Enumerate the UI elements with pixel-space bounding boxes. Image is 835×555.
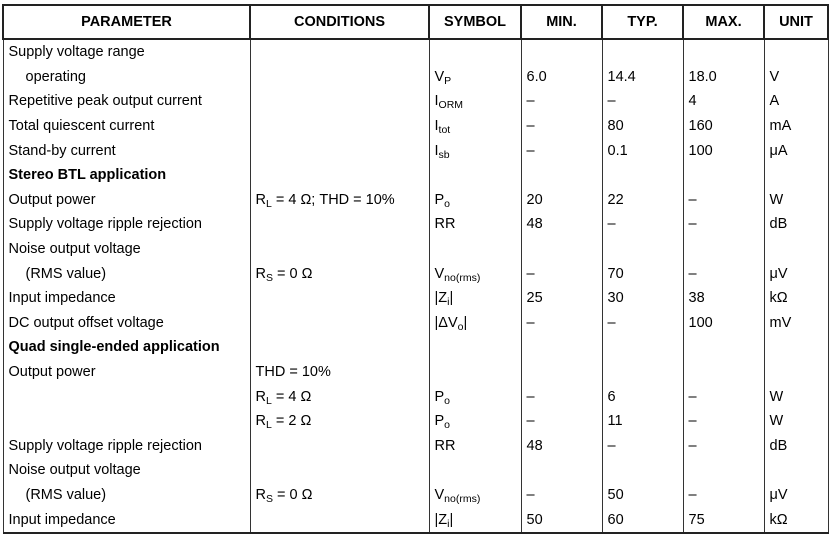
cell-min: –: [521, 138, 602, 163]
cell-unit: mA: [764, 114, 828, 139]
symbol-text: P: [434, 413, 445, 430]
cell-typ: –: [602, 434, 683, 459]
cell-parameter: Supply voltage ripple rejection: [3, 212, 250, 237]
table-row: [3, 138, 828, 163]
cell-conditions: [250, 114, 429, 139]
cell-min: –: [521, 483, 602, 508]
cell-min: [521, 458, 602, 483]
cell-conditions: [250, 286, 429, 311]
cell-max: –: [683, 384, 764, 409]
cell-max: 100: [683, 311, 764, 336]
conditions-subscript: L: [265, 197, 272, 210]
cell-typ: 11: [602, 409, 683, 434]
table-row: [3, 507, 828, 533]
cell-parameter: Noise output voltage: [3, 237, 250, 262]
symbol-subscript: o: [444, 197, 451, 210]
cell-symbol: [429, 39, 521, 65]
symbol-text: |Z: [434, 511, 448, 528]
cell-max: 75: [683, 507, 764, 533]
cell-min: [521, 39, 602, 65]
cell-typ: 6: [602, 384, 683, 409]
cell-parameter: Input impedance: [3, 286, 250, 311]
symbol-text: P: [434, 388, 445, 405]
cell-symbol: [429, 163, 521, 188]
cell-unit: μV: [764, 261, 828, 286]
table-row: [3, 360, 828, 385]
cell-unit: W: [764, 188, 828, 213]
conditions-text: R: [255, 191, 266, 208]
cell-typ: –: [602, 89, 683, 114]
cell-min: –: [521, 89, 602, 114]
conditions-rest: = 0 Ω: [273, 486, 313, 503]
symbol-text: RR: [434, 216, 456, 233]
cell-typ: 60: [602, 507, 683, 533]
cell-min: [521, 237, 602, 262]
table-row: [3, 434, 828, 459]
symbol-subscript: no(rms): [444, 271, 481, 284]
cell-symbol: [429, 311, 521, 336]
cell-unit: V: [764, 65, 828, 90]
cell-min: [521, 360, 602, 385]
table-row: [3, 458, 828, 483]
symbol-subscript: P: [444, 74, 452, 87]
symbol-text: |Z: [434, 290, 448, 307]
cell-symbol: [429, 138, 521, 163]
conditions-text: R: [255, 265, 266, 282]
symbol-subscript: o: [457, 320, 464, 333]
cell-typ: 30: [602, 286, 683, 311]
cell-symbol: [429, 212, 521, 237]
cell-parameter: DC output offset voltage: [3, 311, 250, 336]
table-row: [3, 409, 828, 434]
cell-conditions: [250, 65, 429, 90]
symbol-suffix: |: [449, 511, 454, 528]
cell-unit: μA: [764, 138, 828, 163]
header-min: MIN.: [521, 5, 602, 39]
symbol-text: |ΔV: [434, 314, 458, 331]
cell-max: [683, 163, 764, 188]
cell-max: 100: [683, 138, 764, 163]
header-max: MAX.: [683, 5, 764, 39]
symbol-subscript: o: [444, 419, 451, 432]
cell-conditions: [250, 39, 429, 65]
table-row: [3, 212, 828, 237]
cell-min: 6.0: [521, 65, 602, 90]
cell-max: [683, 335, 764, 360]
cell-min: –: [521, 409, 602, 434]
cell-symbol: [429, 483, 521, 508]
cell-symbol: [429, 261, 521, 286]
symbol-text: V: [434, 68, 445, 85]
cell-conditions: [250, 212, 429, 237]
cell-symbol: [429, 89, 521, 114]
cell-max: –: [683, 409, 764, 434]
symbol-subscript: tot: [438, 124, 451, 137]
cell-symbol: [429, 360, 521, 385]
conditions-subscript: S: [265, 271, 273, 284]
header-conditions: CONDITIONS: [250, 5, 429, 39]
cell-unit: μV: [764, 483, 828, 508]
cell-conditions: [250, 311, 429, 336]
cell-symbol: [429, 286, 521, 311]
cell-typ: [602, 335, 683, 360]
cell-symbol: [429, 335, 521, 360]
table-row: [3, 483, 828, 508]
cell-symbol: [429, 409, 521, 434]
conditions-rest: = 4 Ω: [271, 388, 312, 405]
cell-unit: kΩ: [764, 286, 828, 311]
cell-min: 48: [521, 212, 602, 237]
cell-symbol: [429, 434, 521, 459]
cell-typ: 22: [602, 188, 683, 213]
cell-parameter: Total quiescent current: [3, 114, 250, 139]
symbol-text: I: [434, 93, 439, 110]
cell-unit: W: [764, 384, 828, 409]
cell-unit: [764, 458, 828, 483]
conditions-text: R: [255, 388, 266, 405]
header-row: [3, 5, 828, 39]
cell-conditions: [250, 409, 429, 434]
cell-typ: 14.4: [602, 65, 683, 90]
cell-max: [683, 237, 764, 262]
cell-min: [521, 163, 602, 188]
cell-symbol: [429, 458, 521, 483]
cell-symbol: [429, 114, 521, 139]
cell-typ: 80: [602, 114, 683, 139]
cell-min: 25: [521, 286, 602, 311]
cell-symbol: [429, 384, 521, 409]
conditions-rest: = 0 Ω: [273, 265, 313, 282]
cell-min: –: [521, 114, 602, 139]
cell-conditions: [250, 261, 429, 286]
cell-conditions: [250, 458, 429, 483]
cell-conditions: [250, 434, 429, 459]
cell-unit: mV: [764, 311, 828, 336]
cell-unit: [764, 335, 828, 360]
cell-max: –: [683, 212, 764, 237]
cell-max: –: [683, 188, 764, 213]
cell-max: 18.0: [683, 65, 764, 90]
cell-min: 48: [521, 434, 602, 459]
cell-unit: A: [764, 89, 828, 114]
cell-conditions: [250, 360, 429, 385]
cell-min: 20: [521, 188, 602, 213]
cell-symbol: [429, 507, 521, 533]
cell-conditions: [250, 163, 429, 188]
cell-max: [683, 39, 764, 65]
cell-typ: –: [602, 212, 683, 237]
cell-unit: W: [764, 409, 828, 434]
cell-typ: 0.1: [602, 138, 683, 163]
symbol-text: I: [434, 142, 439, 159]
table-row: [3, 114, 828, 139]
cell-typ: [602, 163, 683, 188]
cell-parameter: (RMS value): [3, 483, 250, 508]
cell-parameter: [3, 409, 250, 434]
header-typ: TYP.: [602, 5, 683, 39]
cell-unit: dB: [764, 212, 828, 237]
cell-min: 50: [521, 507, 602, 533]
table-row: [3, 188, 828, 213]
symbol-text: RR: [434, 437, 456, 454]
cell-conditions: [250, 138, 429, 163]
symbol-subscript: o: [444, 394, 451, 407]
cell-max: [683, 458, 764, 483]
conditions-text: THD = 10%: [255, 364, 331, 381]
cell-parameter: Output power: [3, 188, 250, 213]
cell-parameter: Stereo BTL application: [3, 163, 250, 188]
cell-unit: dB: [764, 434, 828, 459]
cell-unit: [764, 39, 828, 65]
cell-typ: 50: [602, 483, 683, 508]
cell-conditions: [250, 188, 429, 213]
conditions-subscript: S: [265, 492, 273, 505]
cell-min: –: [521, 311, 602, 336]
cell-parameter: Stand-by current: [3, 138, 250, 163]
cell-parameter: (RMS value): [3, 261, 250, 286]
cell-parameter: Noise output voltage: [3, 458, 250, 483]
section-heading-row: [3, 335, 828, 360]
conditions-text: R: [255, 486, 266, 503]
symbol-suffix: |: [449, 290, 454, 307]
cell-symbol: [429, 188, 521, 213]
header-unit: UNIT: [764, 5, 828, 39]
conditions-text: R: [255, 413, 266, 430]
cell-typ: 70: [602, 261, 683, 286]
cell-min: [521, 335, 602, 360]
cell-parameter: [3, 384, 250, 409]
cell-parameter: Repetitive peak output current: [3, 89, 250, 114]
cell-parameter: Quad single-ended application: [3, 335, 250, 360]
header-symbol: SYMBOL: [429, 5, 521, 39]
cell-max: –: [683, 483, 764, 508]
cell-min: –: [521, 384, 602, 409]
cell-conditions: [250, 483, 429, 508]
symbol-suffix: |: [463, 314, 468, 331]
symbol-subscript: i: [447, 296, 450, 309]
conditions-rest: = 2 Ω: [271, 413, 312, 430]
table-row: [3, 65, 828, 90]
cell-parameter: Output power: [3, 360, 250, 385]
cell-min: –: [521, 261, 602, 286]
symbol-text: P: [434, 191, 445, 208]
cell-parameter: operating: [3, 65, 250, 90]
cell-unit: [764, 360, 828, 385]
cell-typ: [602, 360, 683, 385]
cell-typ: –: [602, 311, 683, 336]
header-parameter: PARAMETER: [3, 5, 250, 39]
cell-typ: [602, 458, 683, 483]
cell-max: –: [683, 261, 764, 286]
table-row: [3, 384, 828, 409]
table-row: [3, 311, 828, 336]
cell-typ: [602, 237, 683, 262]
conditions-subscript: L: [265, 419, 272, 432]
spec-table: [2, 4, 829, 534]
cell-max: 4: [683, 89, 764, 114]
cell-max: 160: [683, 114, 764, 139]
table-row: [3, 237, 828, 262]
cell-conditions: [250, 89, 429, 114]
cell-conditions: [250, 237, 429, 262]
conditions-subscript: L: [265, 394, 272, 407]
cell-max: 38: [683, 286, 764, 311]
symbol-subscript: ORM: [438, 99, 464, 112]
cell-parameter: Supply voltage ripple rejection: [3, 434, 250, 459]
cell-parameter: Input impedance: [3, 507, 250, 533]
cell-max: –: [683, 434, 764, 459]
table-row: [3, 261, 828, 286]
conditions-rest: = 4 Ω; THD = 10%: [271, 191, 395, 208]
symbol-subscript: i: [447, 517, 450, 530]
cell-symbol: [429, 65, 521, 90]
cell-max: [683, 360, 764, 385]
symbol-text: I: [434, 118, 439, 135]
section-heading-row: [3, 163, 828, 188]
cell-parameter: Supply voltage range: [3, 39, 250, 65]
cell-symbol: [429, 237, 521, 262]
cell-unit: [764, 237, 828, 262]
cell-conditions: [250, 507, 429, 533]
symbol-subscript: no(rms): [444, 492, 481, 505]
cell-unit: [764, 163, 828, 188]
symbol-subscript: sb: [438, 148, 450, 161]
cell-conditions: [250, 384, 429, 409]
table-row: [3, 39, 828, 65]
symbol-text: V: [434, 265, 445, 282]
table-row: [3, 286, 828, 311]
cell-typ: [602, 39, 683, 65]
symbol-text: V: [434, 486, 445, 503]
cell-unit: kΩ: [764, 507, 828, 533]
cell-conditions: [250, 335, 429, 360]
table-row: [3, 89, 828, 114]
